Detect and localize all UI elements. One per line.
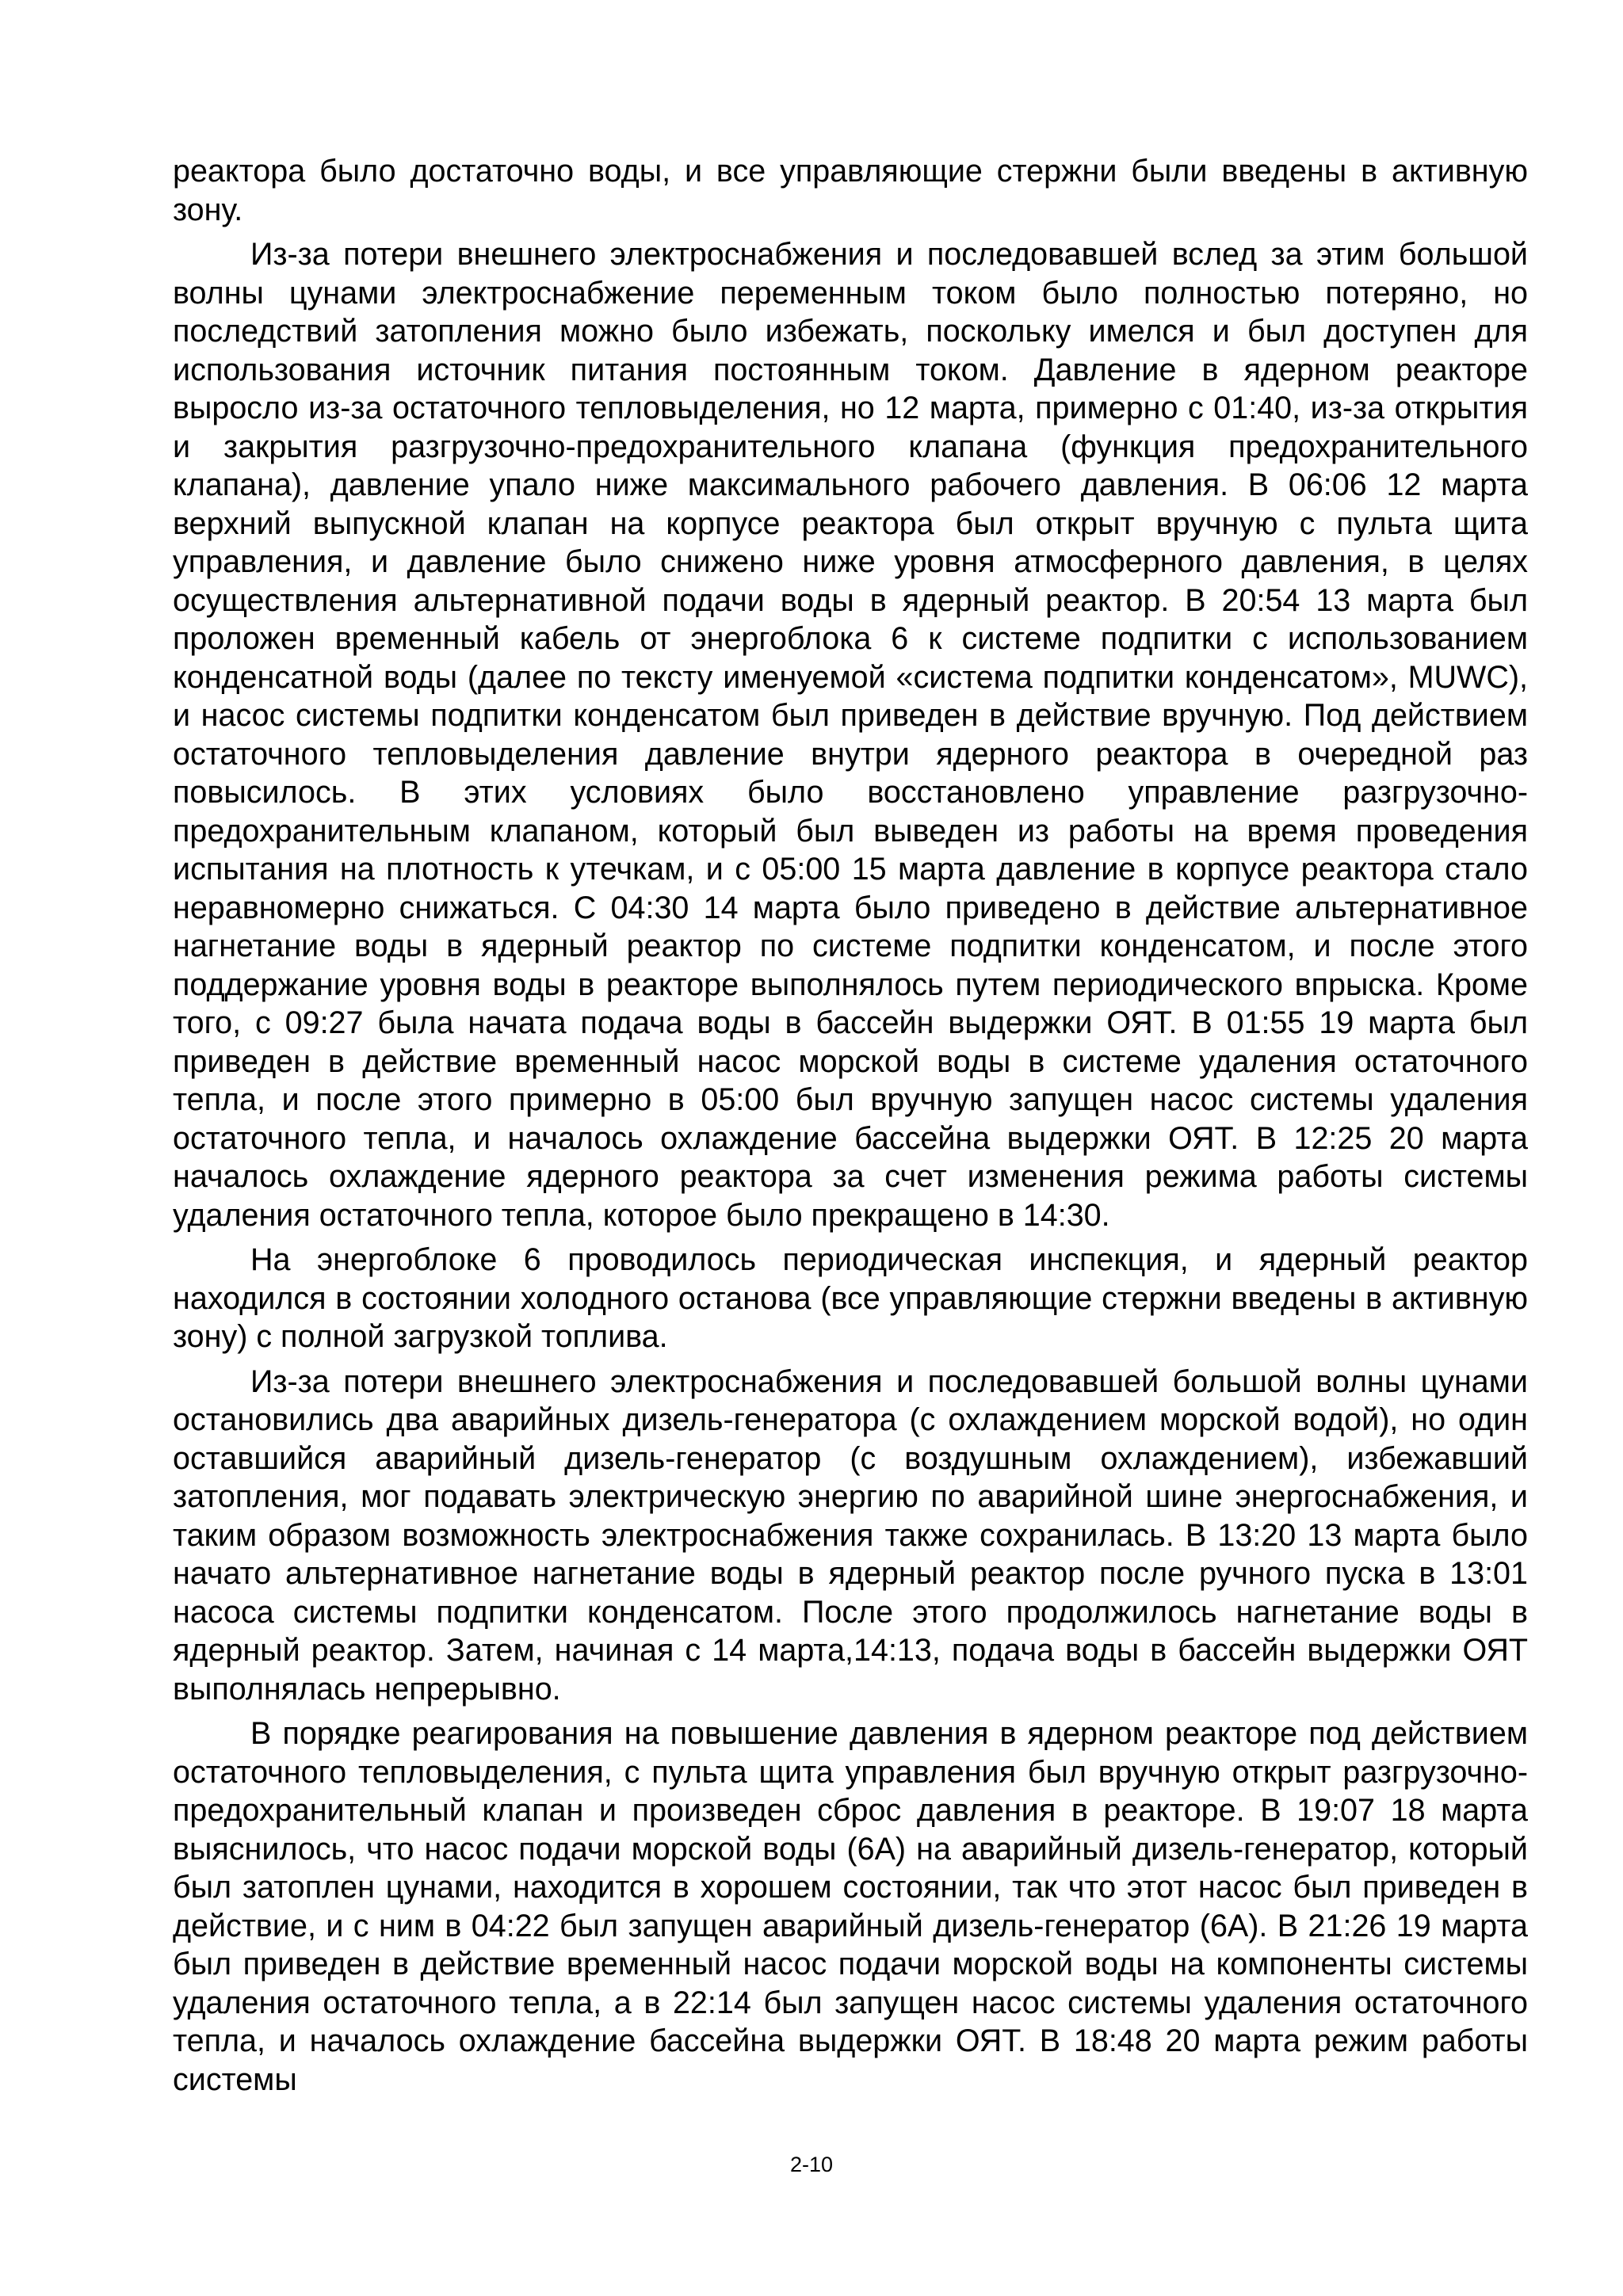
document-body xyxy=(173,152,1528,2105)
paragraph-1: реактора было достаточно воды, и все управляющие стержни были введены в активную зону. xyxy=(173,154,1528,227)
page-number: 2-10 xyxy=(789,2153,834,2176)
paragraph-5: В порядке реагирования на повышение давления в ядерном реакторе под действием остаточного тепловыделения, с пульта щита управления был вручную открыт разгрузочно-предохранительный клапан и произведен сброс давления в реакторе. В 19:07 18 марта выяснилось, что насос подачи морской воды (6А) на аварийный дизель-генератор, который был затоплен цунами, находится в хорошем состоянии, так что этот насос был приведен в действие, и с ним в 04:22 был запущен аварийный дизель-генератор (6А). В 21:26 19 марта был приведен в действие временный насос подачи морской воды на компоненты системы удаления остаточного тепла, а в 22:14 был запущен насос системы удаления остаточного тепла, и началось охлаждение бассейна выдержки ОЯТ. В 18:48 20 марта режим работы системы xyxy=(173,1716,1528,2097)
paragraph-3: На энергоблоке 6 проводилось периодическая инспекция, и ядерный реактор находился в состоянии холодного останова (все управляющие стержни введены в активную зону) с полной загрузкой топлива. xyxy=(173,1242,1528,1354)
paragraph-4: Из-за потери внешнего электроснабжения и последовавшей большой волны цунами остановились два аварийных дизель-генератора (с охлаждением морской водой), но один оставшийся аварийный дизель-генератор (с воздушным охлаждением), избежавший затопления, мог подавать электрическую энергию по аварийной шине энергоснабжения, и таким образом возможность электроснабжения также сохранилась. В 13:20 13 марта было начато альтернативное нагнетание воды в ядерный реактор после ручного пуска в 13:01 насоса системы подпитки конденсатом. После этого продолжилось нагнетание воды в ядерный реактор. Затем, начиная с 14 марта,14:13, подача воды в бассейн выдержки ОЯТ выполнялась непрерывно. xyxy=(173,1363,1528,1707)
paragraph-2: Из-за потери внешнего электроснабжения и последовавшей вслед за этим большой волны цунами электроснабжение переменным током было полностью потеряно, но последствий затопления можно было избежать, поскольку имелся и был доступен для использования источник питания постоянным током. Давление в ядерном реакторе выросло из-за остаточного тепловыделения, но 12 марта, примерно с 01:40, из-за открытия и закрытия разгрузочно-предохранительного клапана (функция предохранительного клапана), давление упало ниже максимального рабочего давления. В 06:06 12 марта верхний выпускной клапан на корпусе реактора был открыт вручную с пульта щита управления, и давление было снижено ниже уровня атмосферного давления, в целях осуществления альтернативной подачи воды в ядерный реактор. В 20:54 13 марта был проложен временный кабель от энергоблока 6 к системе подпитки с использованием конденсатной воды (далее по тексту именуемой «система подпитки конденсатом», MUWC), и насос системы подпитки конденсатом был приведен в действие вручную. Под действием остаточного тепловыделения давление внутри ядерного реактора в очередной раз повысилось. В этих условиях было восстановлено управление разгрузочно-предохранительным клапаном, который был выведен из работы на время проведения испытания на плотность к утечкам, и с 05:00 15 марта давление в корпусе реактора стало неравномерно снижаться. С 04:30 14 марта было приведено в действие альтернативное нагнетание воды в ядерный реактор по системе подпитки конденсатом, и после этого поддержание уровня воды в реакторе выполнялось путем периодического впрыска. Кроме того, с 09:27 была начата подача воды в бассейн выдержки ОЯТ. В 01:55 19 марта был приведен в действие временный насос морской воды в системе удаления остаточного тепла, и после этого примерно в 05:00 был вручную запущен насос системы удаления остаточного тепла, и началось охлаждение бассейна выдержки ОЯТ. В 12:25 20 марта началось охлаждение ядерного реактора за счет изменения режима работы системы удаления остаточного тепла, которое было прекращено в 14:30. xyxy=(173,237,1528,1233)
